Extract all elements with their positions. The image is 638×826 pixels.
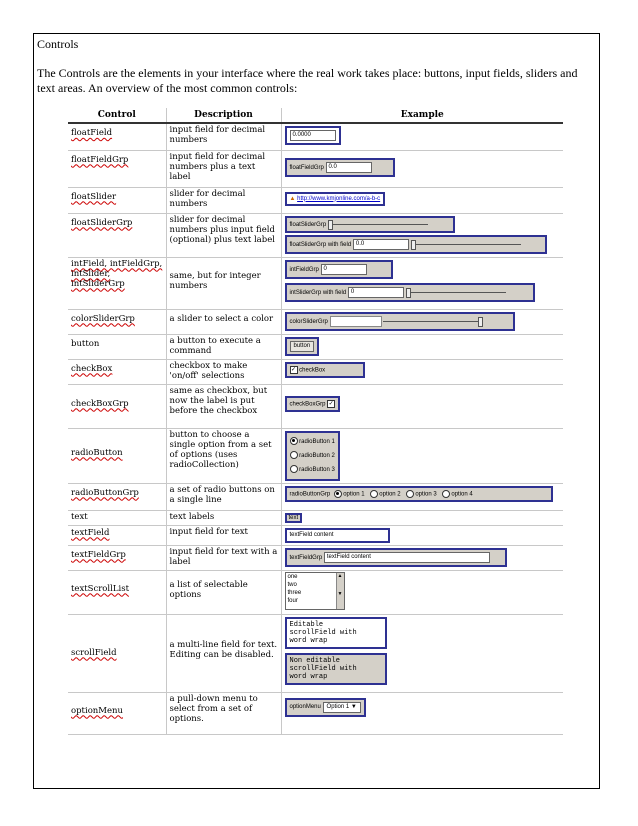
table-row <box>68 525 563 545</box>
control-description: checkbox to make 'on/off' selections <box>166 359 281 384</box>
scroll-down-icon[interactable]: ▼ <box>337 590 343 597</box>
text-scroll-list[interactable] <box>285 572 345 610</box>
control-name: button <box>71 338 100 349</box>
float-field-grp-example <box>285 158 395 177</box>
control-name: colorSliderGrp <box>71 313 135 324</box>
color-slider-track[interactable] <box>383 317 483 326</box>
checkbox-grp-check-icon[interactable]: ✓ <box>328 400 334 407</box>
table-row <box>68 570 563 614</box>
section-title: Controls <box>37 37 79 51</box>
checkbox-grp-example <box>285 396 341 412</box>
scrollbar[interactable] <box>336 573 344 609</box>
header-description: Description <box>166 108 281 123</box>
float-slider-grp-field-input[interactable]: 0.0 <box>353 239 409 250</box>
text-field-example <box>285 528 390 543</box>
slider-thumb[interactable] <box>411 240 416 250</box>
list-item[interactable]: two <box>287 581 297 588</box>
radio-grp-option-label: option 2 <box>379 491 401 498</box>
float-field-grp-input[interactable]: 0.0 <box>326 162 372 173</box>
text-field-grp-input[interactable]: textField content <box>324 552 490 563</box>
control-name: floatFieldGrp <box>71 154 129 165</box>
control-name: intField, intFieldGrp, intSlider, intSliderGrp <box>71 258 163 289</box>
control-description: input field for decimal numbers <box>166 123 281 150</box>
control-name: textField <box>71 527 110 538</box>
table-row <box>68 334 563 359</box>
slider-thumb[interactable] <box>406 288 411 298</box>
slider-thumb[interactable] <box>328 220 333 230</box>
control-description: text labels <box>166 510 281 525</box>
control-description: same, but for integer numbers <box>169 270 261 291</box>
slider-thumb[interactable] <box>478 317 483 327</box>
intro-paragraph: The Controls are the elements in your interface where the real work takes place: buttons, input fields, sliders and text areas. An overview of the most common controls: <box>37 66 578 95</box>
table-row <box>68 213 563 257</box>
control-description: same as checkbox, but now the label is put before the checkbox <box>166 384 281 428</box>
list-item[interactable]: three <box>287 589 302 596</box>
float-slider-grp-label: floatSliderGrp <box>289 221 327 228</box>
option-menu-value: Option 1 <box>326 703 350 710</box>
int-slider-grp-label: intSliderGrp with field <box>289 289 347 296</box>
radio-grp-option-label: option 3 <box>415 491 437 498</box>
checkbox-example <box>285 362 365 378</box>
radio-button-3[interactable] <box>290 465 298 473</box>
radio-label-2: radioButton 2 <box>299 452 335 459</box>
checkbox-label: checkBox <box>299 367 326 374</box>
list-item[interactable]: four <box>287 597 298 604</box>
float-slider-text[interactable]: http://www.kmjonline.com/a-b-c <box>297 195 381 202</box>
control-name: checkBoxGrp <box>71 398 129 409</box>
scroll-field-editable-text: Editable scrollField with word wrap <box>289 620 357 645</box>
control-name: floatSliderGrp <box>71 217 133 228</box>
color-slider-grp-example <box>285 312 515 331</box>
scroll-field-noneditable <box>285 653 387 685</box>
control-name: textFieldGrp <box>71 549 126 560</box>
control-description: a button to execute a command <box>166 334 281 359</box>
control-name: floatSlider <box>71 191 117 202</box>
control-name: scrollField <box>71 647 117 658</box>
control-name: textScrollList <box>71 583 129 594</box>
float-slider-icon: ▲ <box>289 195 296 202</box>
text-field-grp-label: textFieldGrp <box>289 554 323 561</box>
control-name: text <box>71 511 88 522</box>
table-row <box>68 187 563 213</box>
control-description: button to choose a single option from a set of options (uses radioCollection) <box>166 428 281 483</box>
table-row <box>68 359 563 384</box>
option-menu-select[interactable] <box>323 702 361 713</box>
control-description: a set of radio buttons on a single line <box>166 483 281 510</box>
controls-table <box>68 108 563 735</box>
text-field-grp-example <box>285 548 507 567</box>
list-item[interactable]: one <box>287 573 298 580</box>
example-button[interactable]: button <box>290 341 315 352</box>
control-description: a multi-line field for text. Editing can be disabled. <box>169 639 278 660</box>
float-field-input[interactable]: 0.0000 <box>290 130 336 141</box>
table-header-row <box>68 108 563 123</box>
control-description: slider for decimal numbers <box>166 187 281 213</box>
color-slider-grp-label: colorSliderGrp <box>289 318 328 325</box>
radio-button-example <box>285 431 340 481</box>
button-example <box>285 337 320 356</box>
chevron-down-icon: ▼ <box>350 703 357 710</box>
text-label: text <box>288 514 299 521</box>
scroll-field-editable[interactable] <box>285 617 387 649</box>
float-field-grp-label: floatFieldGrp <box>289 164 324 171</box>
radio-grp-option-2[interactable] <box>370 490 378 498</box>
control-description: input field for text with a label <box>166 545 281 570</box>
table-row <box>68 309 563 334</box>
radio-grp-option-3[interactable] <box>406 490 414 498</box>
checkbox-grp-label: checkBoxGrp <box>289 401 326 408</box>
scroll-field-noneditable-text: Non editable scrollField with word wrap <box>289 656 357 681</box>
float-slider-example <box>285 192 386 206</box>
float-slider-grp-field-track[interactable] <box>411 240 521 249</box>
radio-button-grp-example <box>285 486 553 502</box>
int-slider-grp-input[interactable]: 0 <box>348 287 404 298</box>
color-swatch <box>330 316 382 327</box>
control-name: radioButtonGrp <box>71 487 139 498</box>
control-description: input field for text <box>166 525 281 545</box>
control-description: input field for decimal numbers plus a text label <box>166 150 281 187</box>
control-name: checkBox <box>71 363 113 374</box>
float-slider-grp-field-label: floatSliderGrp with field <box>289 241 352 248</box>
header-control: Control <box>68 108 166 123</box>
control-description: slider for decimal numbers plus input field (optional) plus text label <box>166 213 281 257</box>
radio-grp-option-label: option 1 <box>343 491 365 498</box>
text-example <box>285 513 303 523</box>
int-slider-grp-track[interactable] <box>406 288 506 297</box>
text-field-input[interactable]: textField content <box>288 531 387 540</box>
table-row <box>68 510 563 525</box>
radio-grp-option-4[interactable] <box>442 490 450 498</box>
int-field-grp-input[interactable]: 0 <box>321 264 367 275</box>
radio-grp-option-1[interactable] <box>334 490 342 498</box>
table-row <box>68 257 563 309</box>
control-name: radioButton <box>71 447 123 458</box>
int-field-grp-example <box>285 260 393 279</box>
radio-grp-label: radioButtonGrp <box>289 491 331 498</box>
int-field-grp-label: intFieldGrp <box>289 266 319 273</box>
control-description: a pull-down menu to select from a set of options. <box>166 692 281 734</box>
table-row <box>68 483 563 510</box>
header-example: Example <box>281 108 563 123</box>
float-slider-grp-track[interactable] <box>328 220 428 229</box>
table-row <box>68 692 563 734</box>
control-description: a slider to select a color <box>169 313 274 324</box>
float-field-example <box>285 126 341 145</box>
radio-label-1: radioButton 1 <box>299 438 335 445</box>
table-row <box>68 123 563 150</box>
table-row <box>68 614 563 692</box>
float-slider-grp-field-example <box>285 235 547 254</box>
float-slider-grp-example <box>285 216 455 233</box>
checkbox-check-icon[interactable]: ✓ <box>290 366 297 373</box>
radio-label-3: radioButton 3 <box>299 466 335 473</box>
table-row <box>68 545 563 570</box>
option-menu-example <box>285 698 366 717</box>
radio-grp-option-label: option 4 <box>451 491 473 498</box>
radio-button-2[interactable] <box>290 451 298 459</box>
int-slider-grp-example <box>285 283 535 302</box>
control-name: floatField <box>71 128 113 138</box>
table-row <box>68 384 563 428</box>
control-description: a list of selectable options <box>169 579 248 600</box>
radio-button-1[interactable] <box>290 437 298 445</box>
control-name: optionMenu <box>71 705 123 716</box>
table-row <box>68 428 563 483</box>
table-row <box>68 150 563 187</box>
option-menu-label: optionMenu <box>289 703 321 710</box>
scroll-up-icon[interactable]: ▲ <box>337 572 343 579</box>
